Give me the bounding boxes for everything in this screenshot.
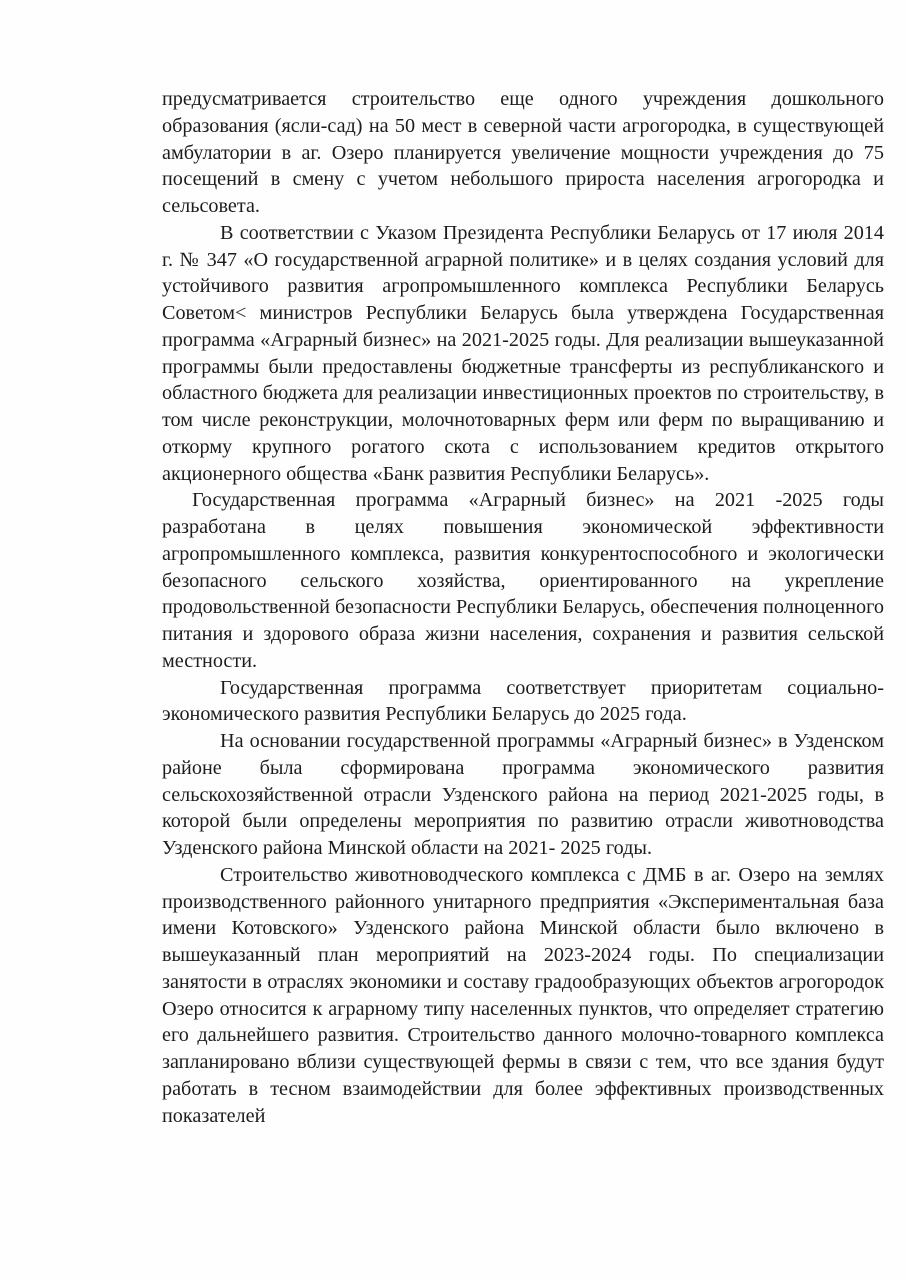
paragraph-6: Строительство животноводческого комплекса с ДМБ в аг. Озеро на землях производственного районного унитарного предприятия «Экспериментальная база имени Котовского» Узденского района Минской области было включено в вышеуказанный план мероприятий на 2023-2024 годы. По специализации занятости в отраслях экономики и составу градообразующих объектов агрогородок Озеро относится к аграрному типу населенных пунктов, что определяет стратегию его дальнейшего развития. Строительство данного молочно-товарного комплекса запланировано вблизи существующей фермы в связи с тем, что все здания будут работать в тесном взаимодействии для более эффективных производственных показателей [162, 863, 884, 1127]
paragraph-1: предусматривается строительство еще одного учреждения дошкольного образования (ясли-сад) на 50 мест в северной части агрогородка, в существующей амбулатории в аг. Озеро планируется увеличение мощности учреждения до 75 посещений в смену с учетом небольшого прироста населения агрогородка и сельсовета. [162, 88, 884, 217]
paragraph-3: Государственная программа «Аграрный бизнес» на 2021 -2025 годы разработана в целях повышения экономической эффективности агропромышленного комплекса, развития конкурентоспособного и экологически безопасного сельского хозяйства, ориентированного на укрепление продовольственной безопасности Республики Беларусь, обеспечения полноценного питания и здорового образа жизни населения, сохранения и развития сельской местности. [162, 489, 884, 672]
paragraph-2: В соответствии с Указом Президента Республики Беларусь от 17 июля 2014 г. № 347 «О государственной аграрной политике» и в целях создания условий для устойчивого развития агропромышленного комплекса Республики Беларусь Советом< министров Республики Беларусь была утверждена Государственная программа «Аграрный бизнес» на 2021-2025 годы. Для реализации вышеуказанной программы были предоставлены бюджетные трансферты из республиканского и областного бюджета для реализации инвестиционных проектов по строительству, в том числе реконструкции, молочнотоварных ферм или ферм по выращиванию и откорму крупного рогатого скота с использованием кредитов открытого акционерного общества «Банк развития Республики Беларусь». [162, 221, 884, 485]
paragraph-4: Государственная программа соответствует приоритетам социально-экономического развития Республики Беларусь до 2025 года. [162, 676, 884, 726]
paragraph-5: На основании государственной программы «Аграрный бизнес» в Узденском районе была сформирована программа экономического развития сельскохозяйственной отрасли Узденского района на период 2021-2025 годы, в которой были определены мероприятия по развитию отрасли животноводства Узденского района Минской области на 2021- 2025 годы. [162, 730, 884, 859]
document-body [162, 86, 884, 1129]
